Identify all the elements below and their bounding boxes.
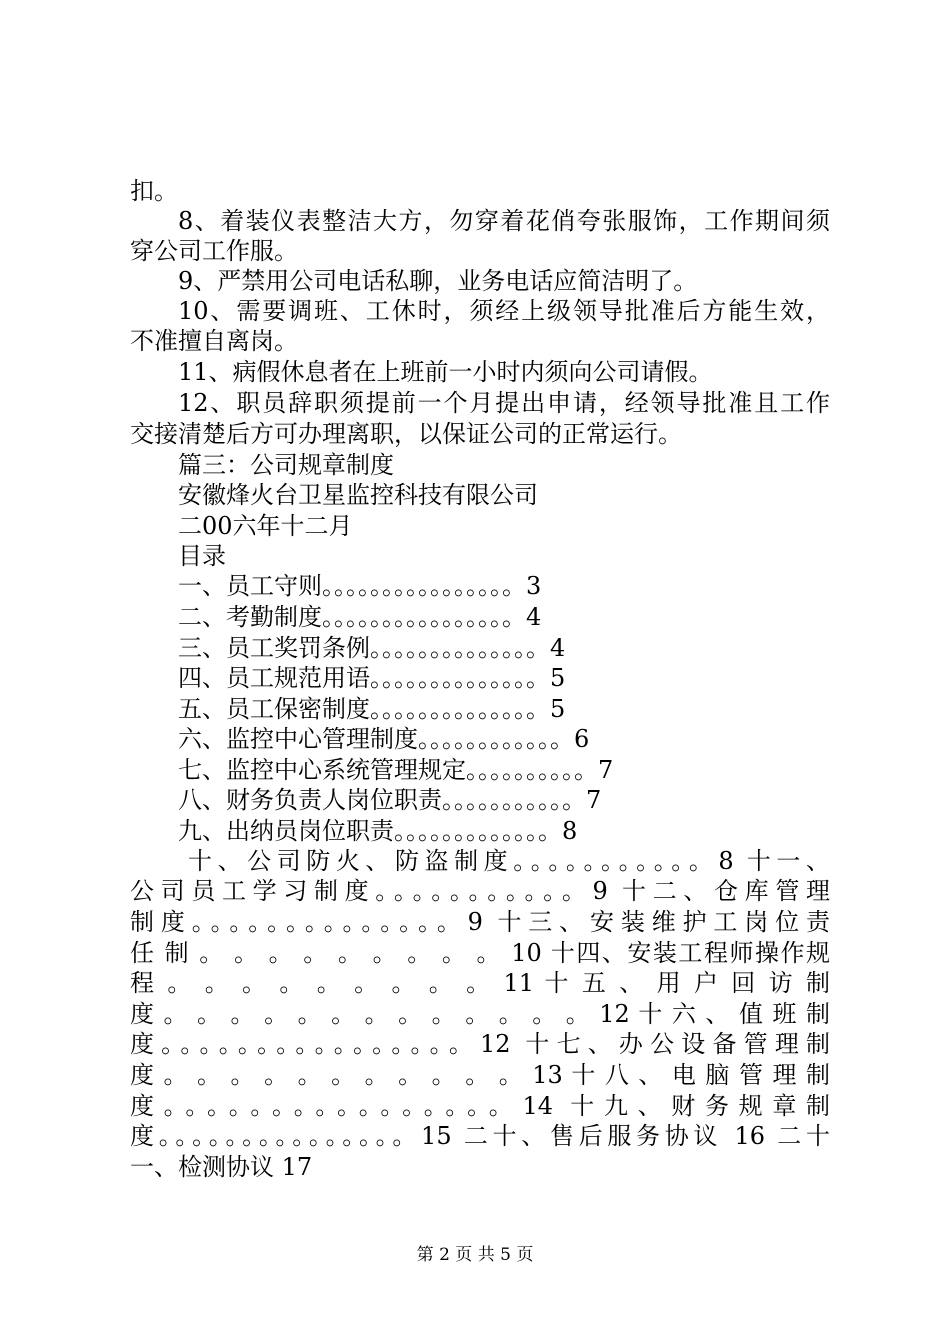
toc-entry: 一、员工守则。。。。。。。。。。。。。。。。3	[178, 572, 542, 600]
toc-entry: 度 。 。 。 。 。 。 。 。 。 。 。 。 。 12 十 六 、 值 班 制	[130, 1000, 830, 1028]
company-name: 安徽烽火台卫星监控科技有限公司	[178, 481, 538, 509]
text-line: 穿公司工作服。	[130, 237, 298, 265]
toc-entry: 四、员工规范用语。。。。。。。。。。。。。。5	[178, 664, 566, 692]
text-line: 10、需要调班、工休时，须经上级领导批准后方能生效，	[178, 297, 830, 325]
toc-entry: 公司员工学习制度。。。。。。。。。。。9 十二、仓库管理	[130, 877, 830, 905]
toc-entry: 三、员工奖罚条例。。。。。。。。。。。。。。4	[178, 634, 566, 662]
toc-entry: 八、财务负责人岗位职责。。。。。。。。。。。7	[178, 786, 602, 814]
toc-entry: 九、出纳员岗位职责。。。。。。。。。。。。。8	[178, 817, 578, 845]
text-line: 12、职员辞职须提前一个月提出申请，经领导批准且工作	[178, 389, 830, 417]
toc-entry: 二、考勤制度。。。。。。。。。。。。。。。。4	[178, 603, 542, 631]
section-heading: 篇三：公司规章制度	[178, 451, 394, 479]
text-line: 9、严禁用公司电话私聊，业务电话应简洁明了。	[178, 267, 698, 295]
text-line: 不准擅自离岗。	[130, 327, 298, 355]
page-footer: 第 2 页 共 5 页	[416, 1245, 534, 1265]
toc-entry: 七、监控中心系统管理规定。。。。。。。。。。7	[178, 756, 614, 784]
toc-entry: 五、员工保密制度。。。。。。。。。。。。。。5	[178, 695, 566, 723]
toc-entry: 度。。。。。。。。。。。。。。。。12 十七、办公设备管理制	[130, 1030, 830, 1058]
text-line: 扣。	[130, 177, 178, 205]
toc-entry: 程 。 。 。 。 。 。 。 。 。 11 十 五 、 用 户 回 访 制	[130, 969, 830, 997]
toc-entry: 度 。 。 。 。 。 。 。 。 。 。 。 13 十 八 、 电 脑 管 理 制	[130, 1061, 830, 1089]
toc-entry: 一、检测协议 17	[130, 1153, 313, 1181]
text-line: 11、病假休息者在上班前一小时内须向公司请假。	[178, 358, 713, 386]
toc-entry: 六、监控中心管理制度。。。。。。。。。。。。6	[178, 725, 590, 753]
toc-entry: 制度。。。。。。。。。。。。。。9 十三、安装维护工岗位责	[130, 908, 830, 936]
toc-title: 目录	[178, 542, 226, 570]
toc-entry: 度。。。。。。。。。。。。。。。。14 十九、财务规章制	[130, 1092, 830, 1120]
toc-entry: 十、公司防火、防盗制度。。。。。。。。。。。8 十一、	[188, 847, 830, 875]
text-line: 8、着装仪表整洁大方，勿穿着花俏夸张服饰，工作期间须	[178, 207, 830, 235]
toc-entry: 度。。。。。。。。。。。。。。。15 二十、售后服务协议 16 二十	[130, 1122, 830, 1150]
text-line: 交接清楚后方可办理离职，以保证公司的正常运行。	[130, 420, 682, 448]
document-date: 二00六年十二月	[178, 512, 353, 540]
toc-entry: 任 制 。 。 。 。 。 。 。 。 。 10 十四、安装工程师操作规	[130, 939, 830, 967]
